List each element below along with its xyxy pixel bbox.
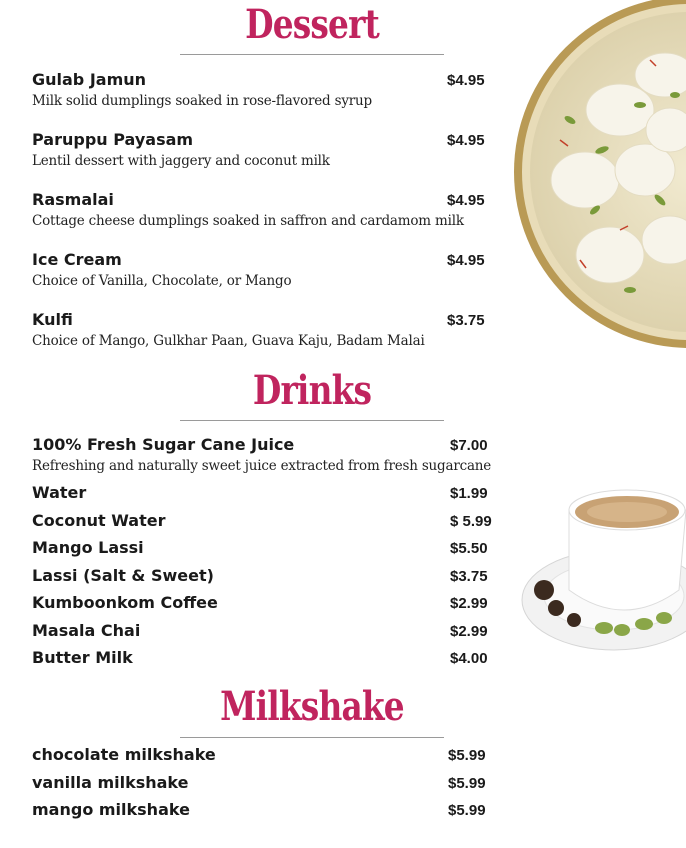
- menu-item-price: $ 5.99: [450, 513, 492, 530]
- menu-item-price: $1.99: [450, 485, 488, 502]
- menu-item-name: Coconut Water: [32, 511, 166, 530]
- menu-item-name: Rasmalai: [32, 190, 114, 209]
- menu-item-name: mango milkshake: [32, 800, 190, 819]
- menu-item-name: Paruppu Payasam: [32, 130, 194, 149]
- menu-item-price: $5.50: [450, 540, 488, 557]
- menu-item-price: $3.75: [450, 568, 488, 585]
- menu-item-name: chocolate milkshake: [32, 745, 216, 764]
- menu-item-name: vanilla milkshake: [32, 773, 189, 792]
- menu-item-price: $5.99: [448, 775, 486, 792]
- menu-item-name: Ice Cream: [32, 250, 122, 269]
- menu-item-price: $4.95: [447, 252, 485, 269]
- menu-item-name: Kumboonkom Coffee: [32, 593, 218, 612]
- drinks-section-title: Drinks: [252, 367, 372, 414]
- menu-item-name: 100% Fresh Sugar Cane Juice: [32, 435, 295, 454]
- menu-item-price: $2.99: [450, 595, 488, 612]
- rasmalai-bowl-image: [510, 0, 686, 350]
- menu-item-description: Cottage cheese dumplings soaked in saffron and cardamom milk: [32, 213, 464, 229]
- menu-item-name: Lassi (Salt & Sweet): [32, 566, 214, 585]
- milkshake-divider: [180, 737, 444, 738]
- dessert-section-title: Dessert: [245, 1, 379, 48]
- menu-item-description: Lentil dessert with jaggery and coconut milk: [32, 153, 330, 169]
- milkshake-section-title: Milkshake: [220, 683, 404, 730]
- menu-item-price: $5.99: [448, 802, 486, 819]
- menu-item-name: Masala Chai: [32, 621, 141, 640]
- menu-item-price: $4.00: [450, 650, 488, 667]
- menu-item-price: $7.00: [450, 437, 488, 454]
- dessert-divider: [180, 54, 444, 55]
- menu-item-name: Water: [32, 483, 87, 502]
- menu-item-price: $5.99: [448, 747, 486, 764]
- drinks-divider: [180, 420, 444, 421]
- menu-item-price: $4.95: [447, 192, 485, 209]
- menu-item-description: Choice of Vanilla, Chocolate, or Mango: [32, 273, 292, 289]
- menu-item-name: Kulfi: [32, 310, 73, 329]
- menu-item-description: Choice of Mango, Gulkhar Paan, Guava Kaju, Badam Malai: [32, 333, 425, 349]
- chai-cup-image: [514, 470, 686, 655]
- menu-item-price: $4.95: [447, 72, 485, 89]
- menu-item-description: Milk solid dumplings soaked in rose-flavored syrup: [32, 93, 372, 109]
- menu-item-description: Refreshing and naturally sweet juice extracted from fresh sugarcane: [32, 458, 492, 474]
- menu-item-price: $3.75: [447, 312, 485, 329]
- menu-item-name: Mango Lassi: [32, 538, 144, 557]
- menu-item-price: $2.99: [450, 623, 488, 640]
- menu-item-name: Gulab Jamun: [32, 70, 147, 89]
- menu-item-name: Butter Milk: [32, 648, 133, 667]
- menu-item-price: $4.95: [447, 132, 485, 149]
